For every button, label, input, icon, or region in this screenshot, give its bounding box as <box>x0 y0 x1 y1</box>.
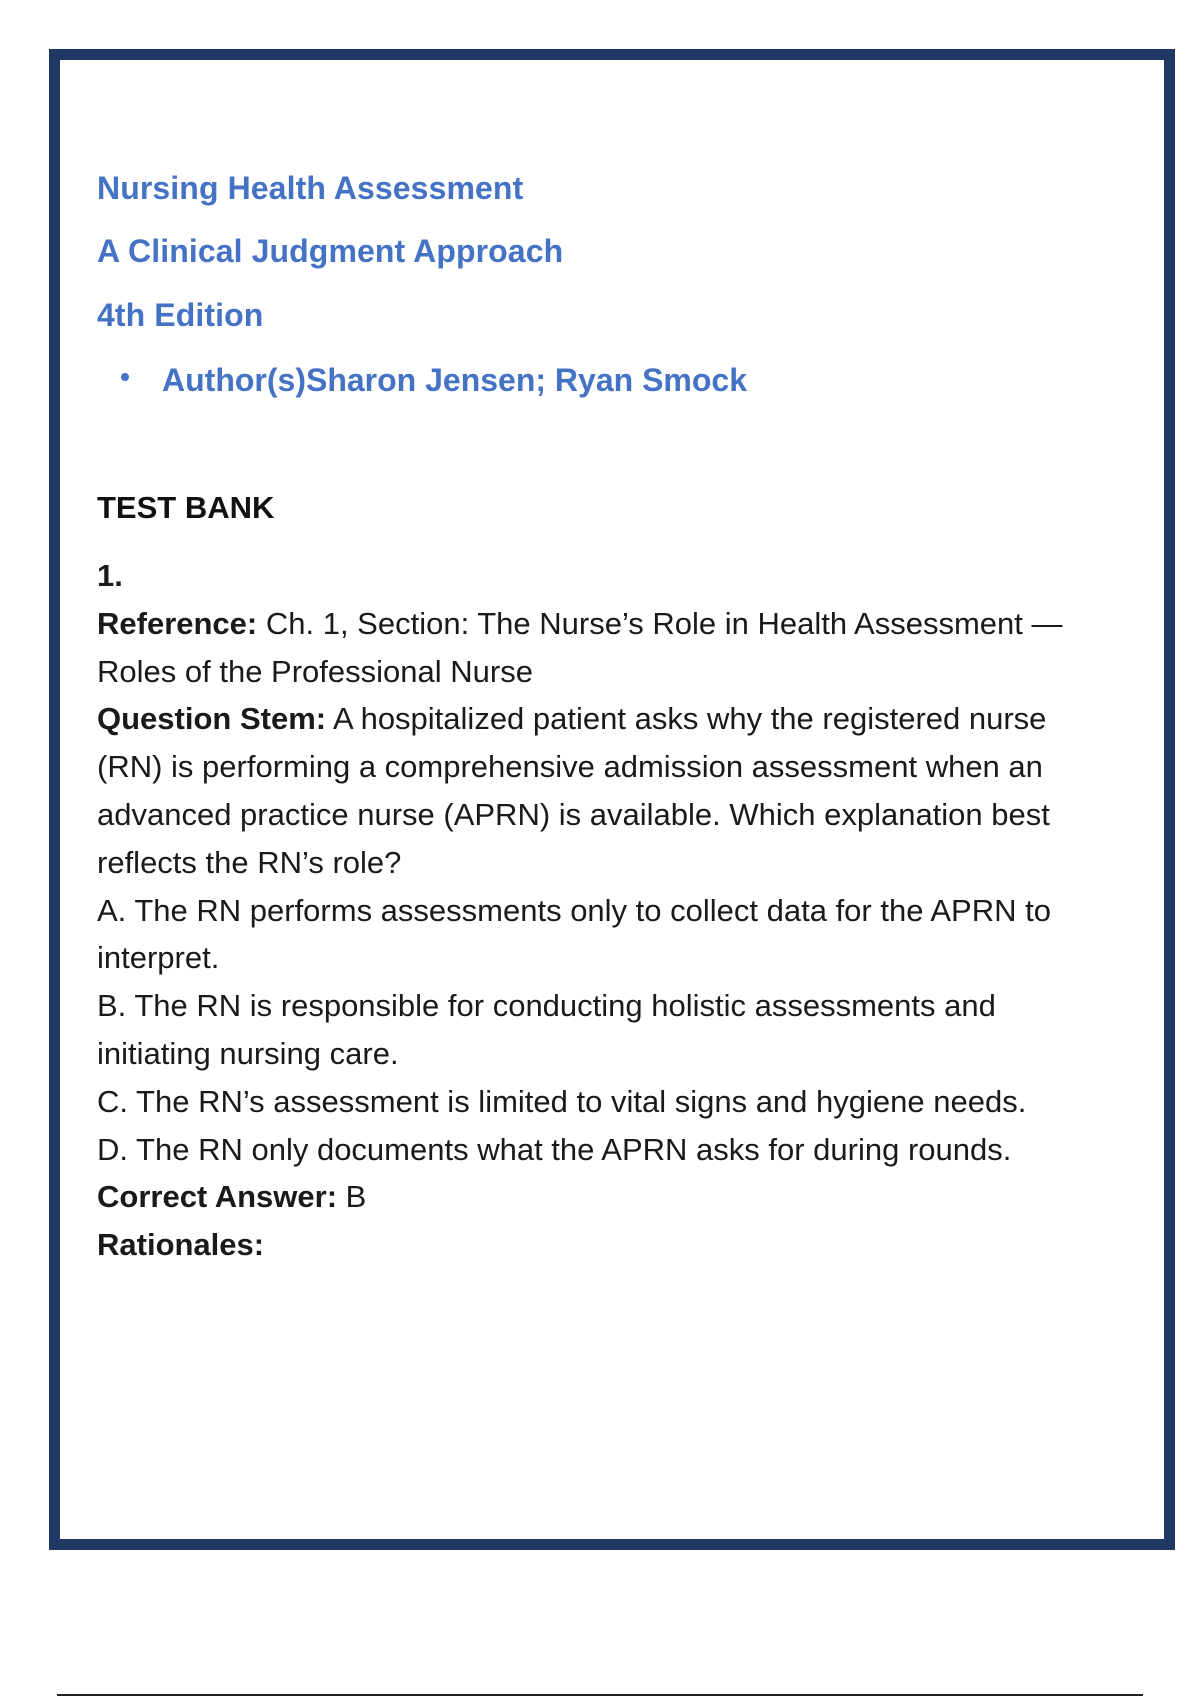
book-title: Nursing Health Assessment <box>97 170 524 206</box>
answer-option-a: A. The RN performs assessments only to collect data for the APRN to interpret. <box>97 892 1051 976</box>
reference-label: Reference: <box>97 605 258 641</box>
reference-text: Ch. 1, Section: The Nurse’s Role in Health Assessment — Roles of the Professional Nurse <box>97 605 1063 689</box>
book-authors: Author(s)Sharon Jensen; Ryan Smock <box>162 362 747 398</box>
bullet-icon <box>121 373 129 381</box>
correct-answer-value: B <box>337 1179 367 1215</box>
question-stem <box>97 695 1087 886</box>
book-subtitle: A Clinical Judgment Approach <box>97 233 564 269</box>
answer-option-b: B. The RN is responsible for conducting holistic assessments and initiating nursing care. <box>97 988 996 1071</box>
answer-option-c: C. The RN’s assessment is limited to vital signs and hygiene needs. <box>97 1083 1027 1119</box>
question-reference <box>97 600 1087 696</box>
correct-answer <box>97 1173 1087 1221</box>
question-block <box>97 552 1087 1269</box>
book-edition: 4th Edition <box>97 297 264 333</box>
stem-label: Question Stem: <box>97 701 327 737</box>
footer-divider <box>57 1694 1143 1696</box>
stem-text: A hospitalized patient asks why the registered nurse (RN) is performing a comprehensive admission assessment when an advanced practice nurse (APRN) is available. Which explanation best reflects the RN’s role? <box>97 701 1050 880</box>
question-number: 1. <box>97 558 123 593</box>
rationales-heading: Rationales: <box>97 1227 265 1263</box>
section-heading: TEST BANK <box>97 490 275 525</box>
author-list-item <box>133 362 747 399</box>
answer-option-d: D. The RN only documents what the APRN asks for during rounds. <box>97 1131 1012 1167</box>
correct-answer-label: Correct Answer: <box>97 1179 338 1215</box>
